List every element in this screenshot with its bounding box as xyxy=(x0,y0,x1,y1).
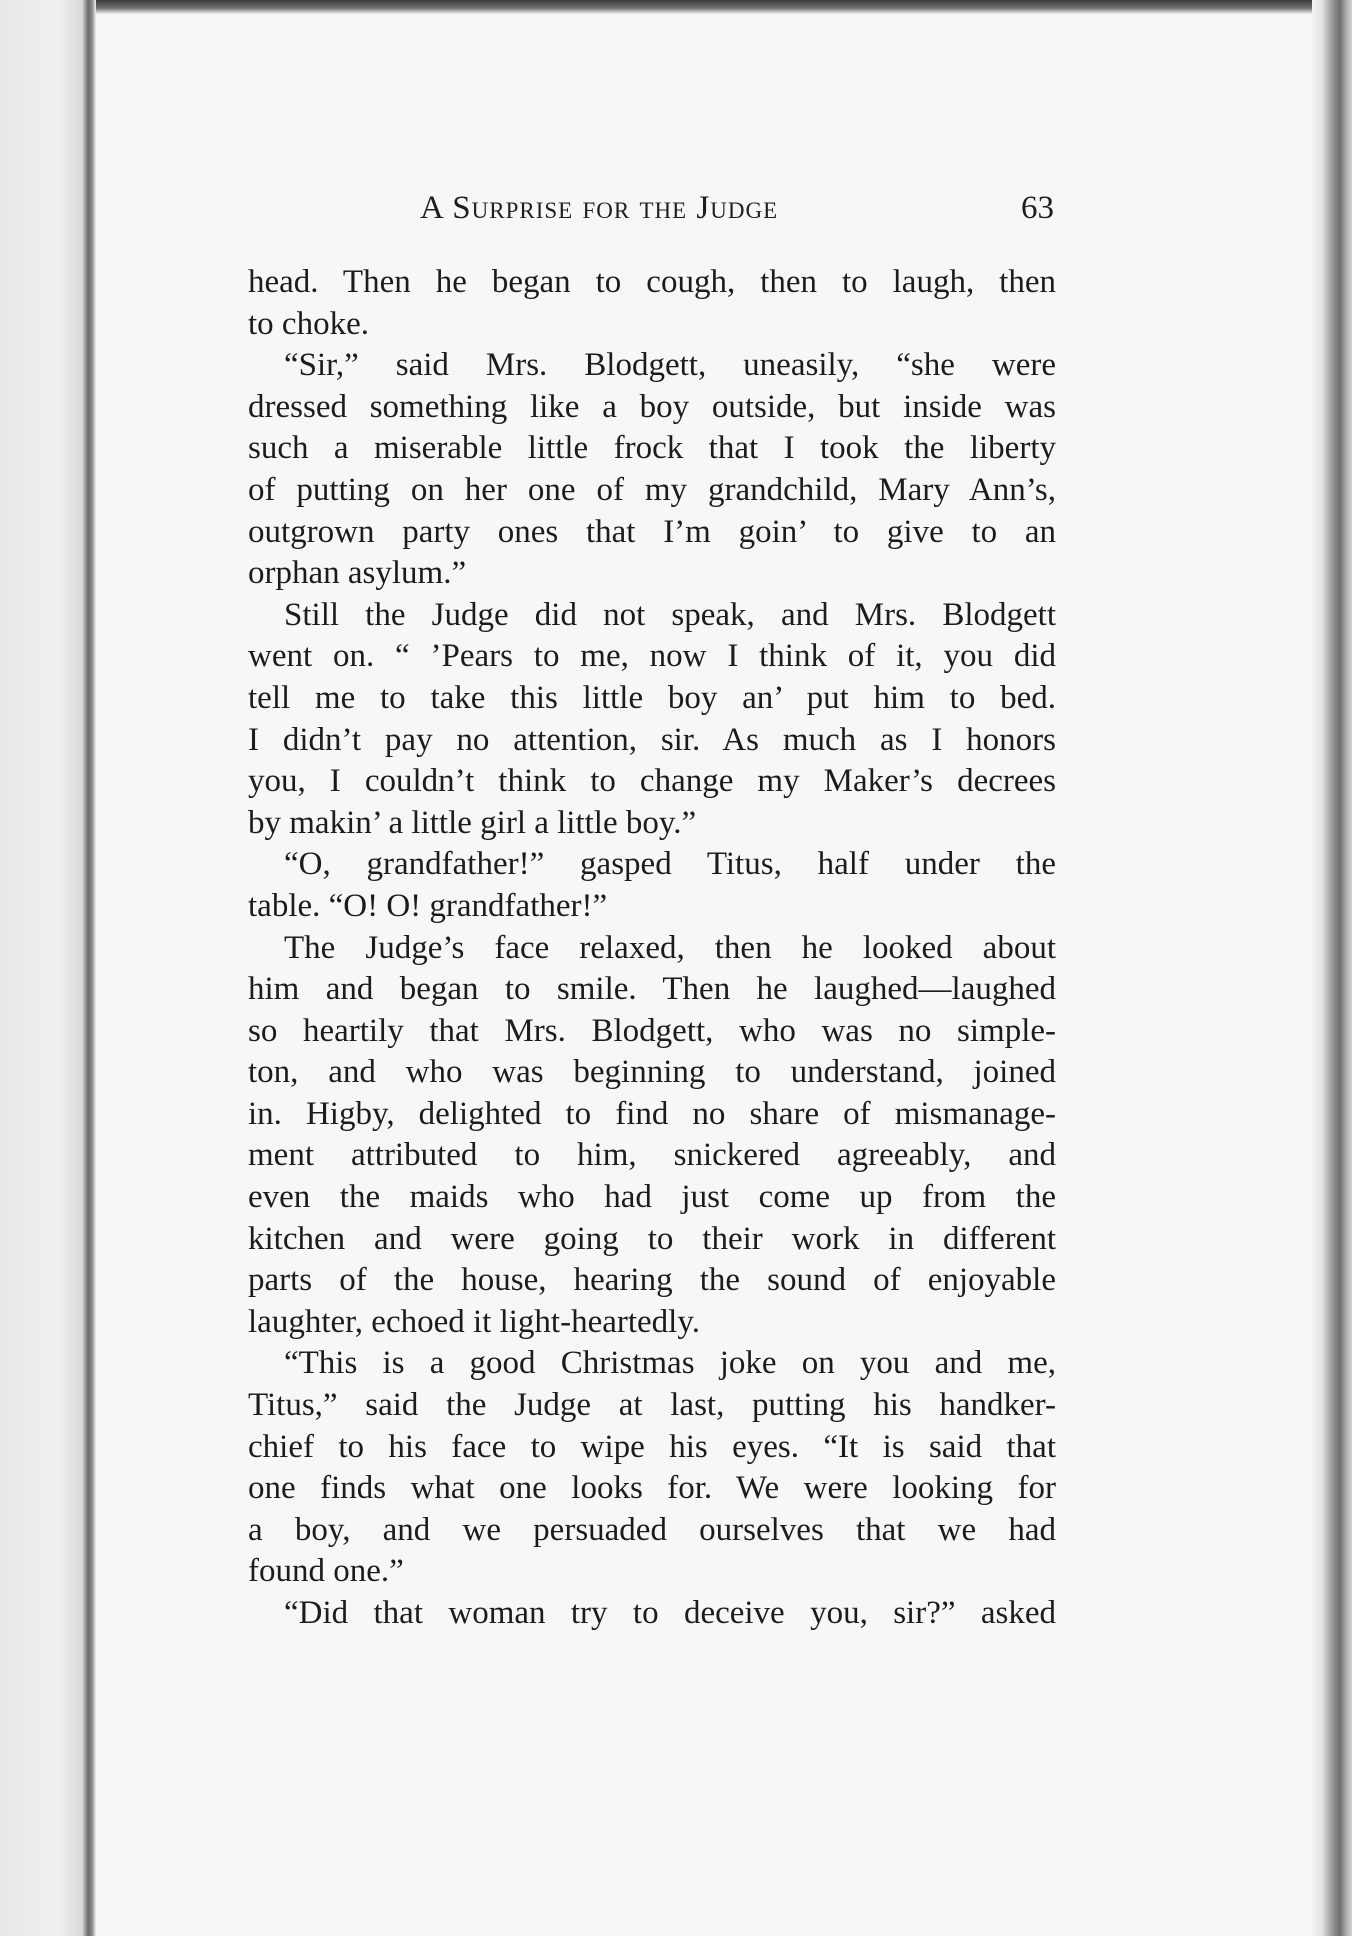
text-line: head. Then he began to cough, then to laugh, then xyxy=(248,264,1056,300)
text-line: even the maids who had just come up from the xyxy=(248,1179,1056,1216)
text-line: chief to his face to wipe his eyes. “It is said that xyxy=(248,1428,1056,1465)
text-line: so heartily that Mrs. Blodgett, who was no simple- xyxy=(248,1012,1056,1049)
text-line: a boy, and we persuaded ourselves that we had xyxy=(248,1511,1056,1548)
text-line: outgrown party ones that I’m goin’ to give to an xyxy=(248,513,1056,550)
paragraph xyxy=(248,262,1056,345)
text-line: tell me to take this little boy an’ put him to bed. xyxy=(248,679,1056,716)
text-line: table. “O! O! grandfather!” xyxy=(248,887,608,924)
paragraph xyxy=(248,844,1056,927)
text-line: by makin’ a little girl a little boy.” xyxy=(248,804,697,841)
text-line: Titus,” said the Judge at last, putting his handker- xyxy=(248,1387,1056,1424)
paragraph xyxy=(248,345,1056,595)
text-line: went on. “ ’Pears to me, now I think of it, you did xyxy=(248,638,1056,675)
paragraph xyxy=(248,1343,1056,1593)
text-line: Still the Judge did not speak, and Mrs. Blodgett xyxy=(284,596,1056,633)
page-fore-edge xyxy=(1312,0,1352,1936)
text-line: The Judge’s face relaxed, then he looked about xyxy=(284,929,1056,966)
text-line: ment attributed to him, snickered agreeably, and xyxy=(248,1137,1056,1174)
body-text xyxy=(248,262,1056,1635)
text-line: orphan asylum.” xyxy=(248,555,467,592)
text-line: one finds what one looks for. We were looking for xyxy=(248,1470,1056,1507)
page-number: 63 xyxy=(1021,190,1054,226)
text-line: to choke. xyxy=(248,305,369,342)
text-line: laughter, echoed it light-heartedly. xyxy=(248,1303,700,1340)
paragraph xyxy=(248,928,1056,1344)
page-header xyxy=(400,190,1060,240)
text-line: ton, and who was beginning to understand, joined xyxy=(248,1054,1056,1091)
paragraph xyxy=(248,1593,1056,1635)
text-line: “O, grandfather!” gasped Titus, half under the xyxy=(284,846,1056,883)
text-line: you, I couldn’t think to change my Maker’s decrees xyxy=(248,763,1056,800)
book-spine-edge xyxy=(0,0,96,1936)
text-line: “Sir,” said Mrs. Blodgett, uneasily, “she were xyxy=(284,347,1056,384)
text-line: dressed something like a boy outside, but inside was xyxy=(248,388,1056,425)
text-line: him and began to smile. Then he laughed—laughed xyxy=(248,971,1056,1008)
text-line: I didn’t pay no attention, sir. As much as I honors xyxy=(248,721,1056,758)
scan-top-edge xyxy=(0,0,1352,14)
text-line: “This is a good Christmas joke on you and me, xyxy=(284,1345,1056,1382)
text-line: found one.” xyxy=(248,1553,404,1590)
text-line: “Did that woman try to deceive you, sir?” asked xyxy=(284,1595,1056,1631)
text-line: parts of the house, hearing the sound of enjoyable xyxy=(248,1262,1056,1299)
text-line: of putting on her one of my grandchild, Mary Ann’s, xyxy=(248,471,1056,508)
running-title: A Surprise for the Judge xyxy=(420,190,779,226)
text-line: kitchen and were going to their work in different xyxy=(248,1220,1056,1257)
text-line: in. Higby, delighted to find no share of mismanage- xyxy=(248,1095,1056,1132)
paragraph xyxy=(248,595,1056,845)
text-line: such a miserable little frock that I took the liberty xyxy=(248,430,1056,467)
